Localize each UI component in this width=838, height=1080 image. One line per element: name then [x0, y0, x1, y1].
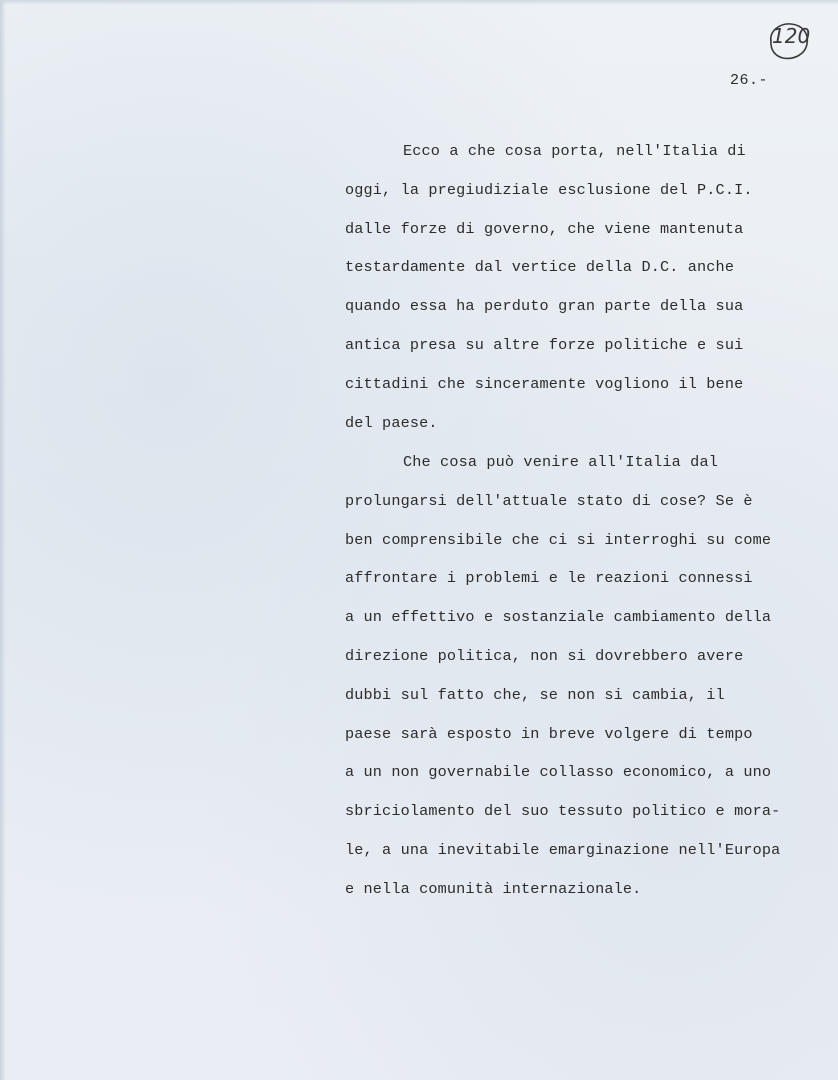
text-line: le, a una inevitabile emarginazione nell'Europa: [345, 840, 781, 859]
text-line: a un effettivo e sostanziale cambiamento della: [345, 608, 772, 627]
text-line: dubbi sul fatto che, se non si cambia, il: [345, 685, 725, 704]
text-line: antica presa su altre forze politiche e sui: [345, 335, 744, 354]
text-line: Che cosa può venire all'Italia dal: [403, 453, 718, 471]
paragraph-2: [345, 443, 815, 909]
text-line: e nella comunità internazionale.: [345, 879, 642, 898]
text-line: a un non governabile collasso economico, a uno: [345, 763, 772, 782]
text-line: paese sarà esposto in breve volgere di tempo: [345, 724, 753, 743]
text-line: oggi, la pregiudiziale esclusione del P.C.I.: [345, 180, 753, 199]
page-number: 26.-: [730, 72, 769, 89]
paper-top-edge: [0, 0, 838, 5]
text-line: prolungarsi dell'attuale stato di cose? Se è: [345, 491, 753, 510]
folio-number: 120: [772, 24, 811, 48]
text-line: affrontare i problemi e le reazioni connessi: [345, 569, 753, 588]
text-line: ben comprensibile che ci si interroghi su come: [345, 530, 772, 549]
text-line: dalle forze di governo, che viene mantenuta: [345, 219, 744, 238]
text-line: del paese.: [345, 413, 438, 432]
text-line: sbriciolamento del suo tessuto politico e mora-: [345, 802, 781, 821]
text-line: direzione politica, non si dovrebbero avere: [345, 646, 744, 665]
paragraph-1: [345, 132, 815, 442]
text-line: quando essa ha perduto gran parte della sua: [345, 297, 744, 316]
text-line: cittadini che sinceramente vogliono il bene: [345, 374, 744, 393]
paper-left-edge: [0, 0, 6, 1080]
text-line: testardamente dal vertice della D.C. anche: [345, 258, 735, 277]
text-line: Ecco a che cosa porta, nell'Italia di: [403, 142, 746, 160]
